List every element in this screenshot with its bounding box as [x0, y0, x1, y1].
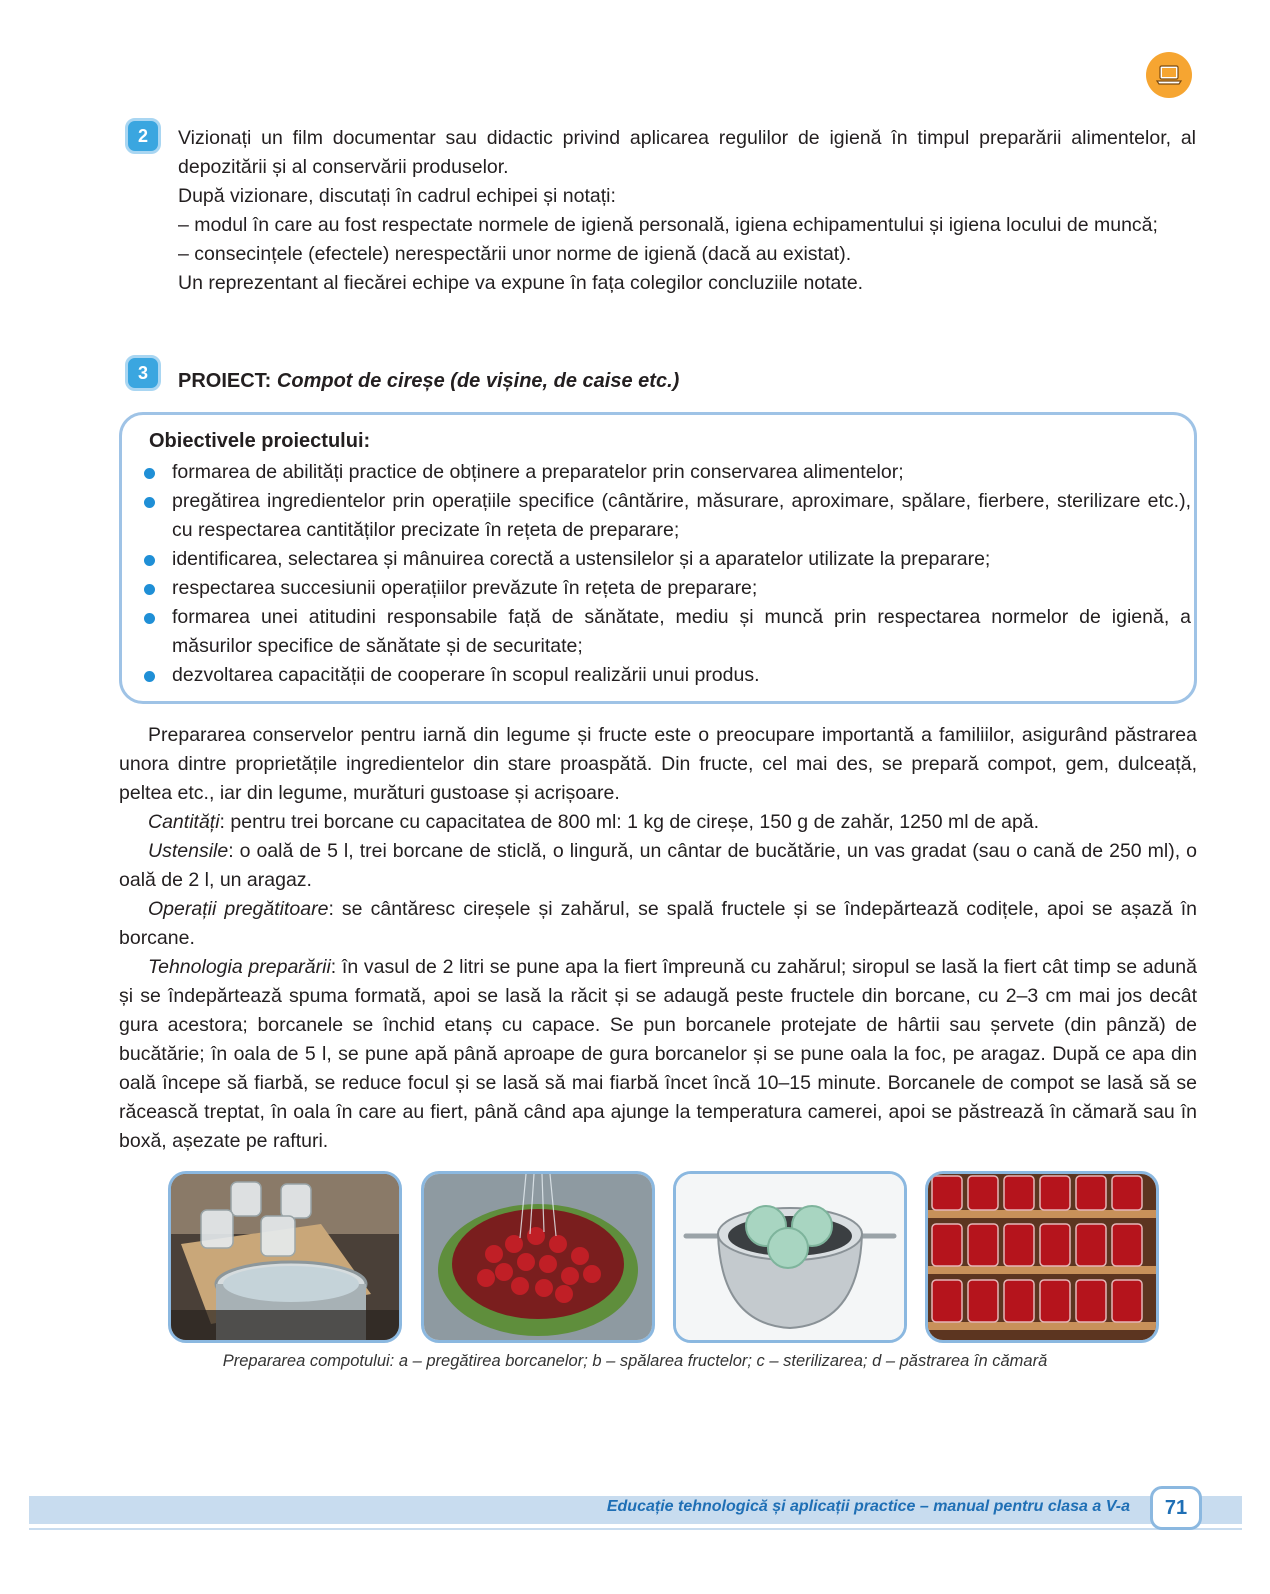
- activity-2-instruction: După vizionare, discutați în cadrul echipei și notați:: [178, 185, 616, 207]
- activity-2-bullet: – modul în care au fost respectate normele de igienă personală, igiena echipamentului și igiena locului de muncă;: [178, 214, 1158, 236]
- footer-book-title: Educație tehnologică și aplicații practice – manual pentru clasa a V-a: [606, 1498, 1130, 1515]
- intro-paragraph: Prepararea conservelor pentru iarnă din legume și fructe este o preocupare importantă a familiilor, asigurând păstrarea unora dintre proprietățile ingredientelor din stare proaspătă. Din fructe, cel mai des, se prepară compot, gem, dulceață, peltea etc., iar din legume, murături gustoase și acrișoare.: [119, 724, 1197, 804]
- activity-2-intro: Vizionați un film documentar sau didactic privind aplicarea regulilor de igienă în timpul preparării alimentelor, al depozitării și al conservării produselor.: [178, 127, 1196, 178]
- technology-paragraph: [119, 953, 1197, 1156]
- objective-item: identificarea, selectarea și mânuirea corectă a ustensilelor și a aparatelor utilizate la preparare;: [141, 545, 1191, 574]
- utensils-label: Ustensile: [148, 840, 229, 862]
- quantities-label: Cantități: [148, 811, 220, 833]
- laptop-icon: [1146, 52, 1192, 98]
- objective-item: dezvoltarea capacității de cooperare în scopul realizării unui produs.: [141, 661, 1191, 690]
- project-name: Compot de cireșe (de vișine, de caise etc.): [276, 370, 680, 392]
- preparation-paragraph: [119, 895, 1197, 953]
- utensils-paragraph: [119, 837, 1197, 895]
- figure-caption: Prepararea compotului: a – pregătirea borcanelor; b – spălarea fructelor; c – sterilizarea; d – păstrarea în cămară: [222, 1352, 1048, 1370]
- preparation-label: Operații pregătitoare: [148, 898, 329, 920]
- objectives-heading: Obiectivele proiectului:: [149, 430, 371, 452]
- technology-label: Tehnologia preparării: [148, 956, 331, 978]
- objective-item: pregătirea ingredientelor prin operațiile specifice (cântărire, măsurare, aproximare, spălare, fierbere, sterilizare etc.), cu respectarea cantităților precizate în rețeta de preparare;: [141, 487, 1191, 545]
- technology-text: : în vasul de 2 litri se pune apa la fiert împreună cu zahărul; siropul se lasă la fiert cât timp se adună și se îndepărtează spuma formată, apoi se lasă la răcit și se adaugă peste fructele din borcane, cu 2–3 cm mai jos decât gura acestora; borcanele se închid etanș cu capace. Se pun borcanele protejate de hârtii sau șervete (din pânză) de bucătărie; în oala de 5 l, se pune apă până aproape de gura borcanelor și se pune oala la foc, pe aragaz. După ce apa din oală începe să fiarbă, se reduce focul și se lasă să mai fiarbă încet încă 10–15 minute. Borcanele de compot se lasă să se răcească treptat, în oala în care au fiert, până când apa ajunge la temperatura camerei, apoi se păstrează în cămară sau în boxă, așezate pe rafturi.: [119, 956, 1197, 1152]
- project-title: [178, 370, 679, 393]
- activity-number-badge: 3: [125, 355, 161, 391]
- photo-pantry-jars: [925, 1171, 1159, 1343]
- utensils-text: : o oală de 5 l, trei borcane de sticlă, o lingură, un cântar de bucătărie, un vas gradat (sau o cană de 250 ml), o oală de 2 l, un aragaz.: [119, 840, 1197, 891]
- objective-item: formarea de abilități practice de obținere a preparatelor prin conservarea alimentelor;: [141, 458, 1191, 487]
- photo-jars-preparation: [168, 1171, 402, 1343]
- quantities-paragraph: [119, 808, 1197, 837]
- recipe-body: [119, 721, 1197, 1156]
- preparation-text: : se cântăresc cireșele și zahărul, se spală fructele și se îndepărtează codițele, apoi se așază în borcane.: [119, 898, 1197, 949]
- photo-washing-cherries: [421, 1171, 655, 1343]
- objectives-list: [141, 458, 1191, 690]
- activity-2-conclusion: Un reprezentant al fiecărei echipe va expune în fața colegilor concluziile notate.: [178, 272, 864, 294]
- objective-item: respectarea succesiunii operațiilor prevăzute în rețeta de preparare;: [141, 574, 1191, 603]
- quantities-text: : pentru trei borcane cu capacitatea de 800 ml: 1 kg de cireșe, 150 g de zahăr, 1250 ml de apă.: [219, 811, 1040, 833]
- activity-2-bullet: – consecințele (efectele) nerespectării unor norme de igienă (dacă au existat).: [178, 243, 852, 265]
- activity-2-text: [178, 124, 1196, 298]
- activity-number-badge: 2: [125, 118, 161, 154]
- objective-item: formarea unei atitudini responsabile față de sănătate, mediu și muncă prin respectarea normelor de igienă, a măsurilor specifice de sănătate și de securitate;: [141, 603, 1191, 661]
- footer-divider: [29, 1528, 1242, 1530]
- photo-sterilization-pot: [673, 1171, 907, 1343]
- page-number: 71: [1150, 1486, 1202, 1530]
- project-label: PROIECT:: [178, 370, 272, 392]
